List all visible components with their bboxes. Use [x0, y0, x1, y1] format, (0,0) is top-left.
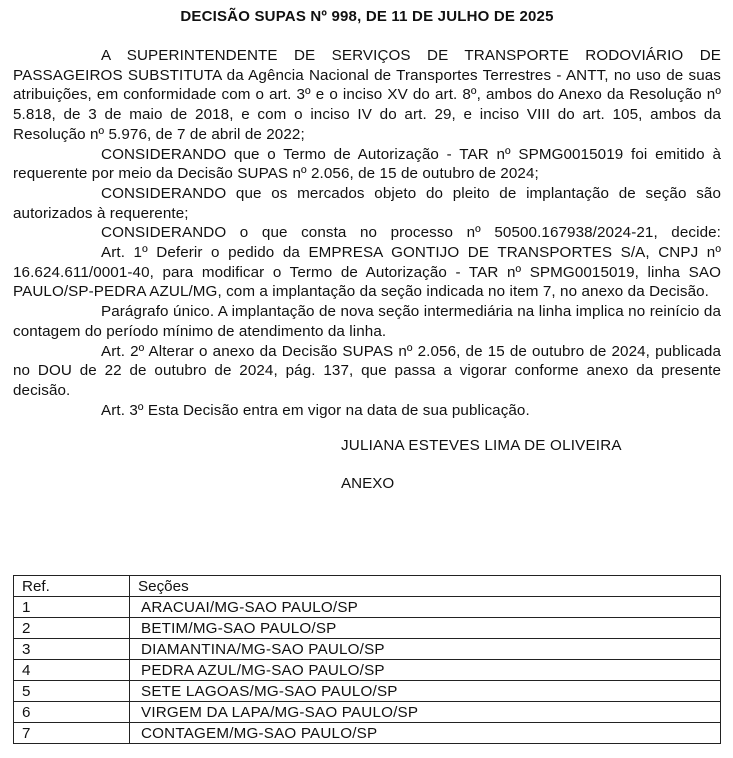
table-header-row — [14, 576, 721, 597]
row-section: ARACUAI/MG-SAO PAULO/SP — [130, 597, 721, 618]
annex-table — [13, 575, 721, 744]
considerando-paragraph-1: CONSIDERANDO que o Termo de Autorização - TAR nº SPMG0015019 foi emitido à requerente por meio da Decisão SUPAS nº 2.056, de 15 de outubro de 2024; — [13, 145, 721, 183]
annex-label: ANEXO — [341, 475, 395, 493]
document-body — [13, 46, 721, 420]
row-section: VIRGEM DA LAPA/MG-SAO PAULO/SP — [130, 702, 721, 723]
considerando-paragraph-2: CONSIDERANDO que os mercados objeto do pleito de implantação de seção são autorizados à requerente; — [13, 184, 721, 222]
row-ref: 4 — [14, 660, 130, 681]
row-ref: 3 — [14, 639, 130, 660]
document-page — [13, 0, 721, 494]
row-section: DIAMANTINA/MG-SAO PAULO/SP — [130, 639, 721, 660]
row-ref: 1 — [14, 597, 130, 618]
considerando-paragraph-3: CONSIDERANDO o que consta no processo nº 50500.167938/2024-21, decide: — [101, 224, 721, 242]
table-row — [14, 723, 721, 744]
row-section: SETE LAGOAS/MG-SAO PAULO/SP — [130, 681, 721, 702]
table-row — [14, 639, 721, 660]
signature-name: JULIANA ESTEVES LIMA DE OLIVEIRA — [341, 437, 622, 455]
table-row — [14, 618, 721, 639]
table-row — [14, 660, 721, 681]
row-ref: 5 — [14, 681, 130, 702]
table-row — [14, 597, 721, 618]
article-3-paragraph: Art. 3º Esta Decisão entra em vigor na data de sua publicação. — [101, 401, 530, 419]
column-header-ref: Ref. — [14, 576, 130, 597]
preamble-paragraph: A SUPERINTENDENTE DE SERVIÇOS DE TRANSPORTE RODOVIÁRIO DE PASSAGEIROS SUBSTITUTA da Agência Nacional de Transportes Terrestres - ANTT, no uso de suas atribuições, em conformidade com o art. 3º e o inciso XV do art. 8º, ambos do Anexo da Resolução nº 5.818, de 3 de maio de 2018, e com o inciso IV do art. 29, e inciso VIII do art. 105, ambos da Resolução nº 5.976, de 7 de abril de 2022; — [13, 47, 721, 143]
column-header-sections: Seções — [130, 576, 721, 597]
article-1-paragraph: Art. 1º Deferir o pedido da EMPRESA GONTIJO DE TRANSPORTES S/A, CNPJ nº 16.624.611/0001-40, para modificar o Termo de Autorização - TAR nº SPMG0015019, linha SAO PAULO/SP-PEDRA AZUL/MG, com a implantação da seção indicada no item 7, no anexo da Decisão. — [13, 244, 721, 301]
table-row — [14, 681, 721, 702]
row-section: CONTAGEM/MG-SAO PAULO/SP — [130, 723, 721, 744]
sole-paragraph: Parágrafo único. A implantação de nova seção intermediária na linha implica no reinício da contagem do período mínimo de atendimento da linha. — [13, 303, 721, 340]
article-2-paragraph: Art. 2º Alterar o anexo da Decisão SUPAS nº 2.056, de 15 de outubro de 2024, publicada no DOU de 22 de outubro de 2024, pág. 137, que passa a vigorar conforme anexo da presente decisão. — [13, 342, 721, 399]
row-ref: 2 — [14, 618, 130, 639]
row-ref: 6 — [14, 702, 130, 723]
row-section: PEDRA AZUL/MG-SAO PAULO/SP — [130, 660, 721, 681]
table-row — [14, 702, 721, 723]
document-title: DECISÃO SUPAS Nº 998, DE 11 DE JULHO DE 2025 — [180, 8, 554, 25]
row-ref: 7 — [14, 723, 130, 744]
row-section: BETIM/MG-SAO PAULO/SP — [130, 618, 721, 639]
